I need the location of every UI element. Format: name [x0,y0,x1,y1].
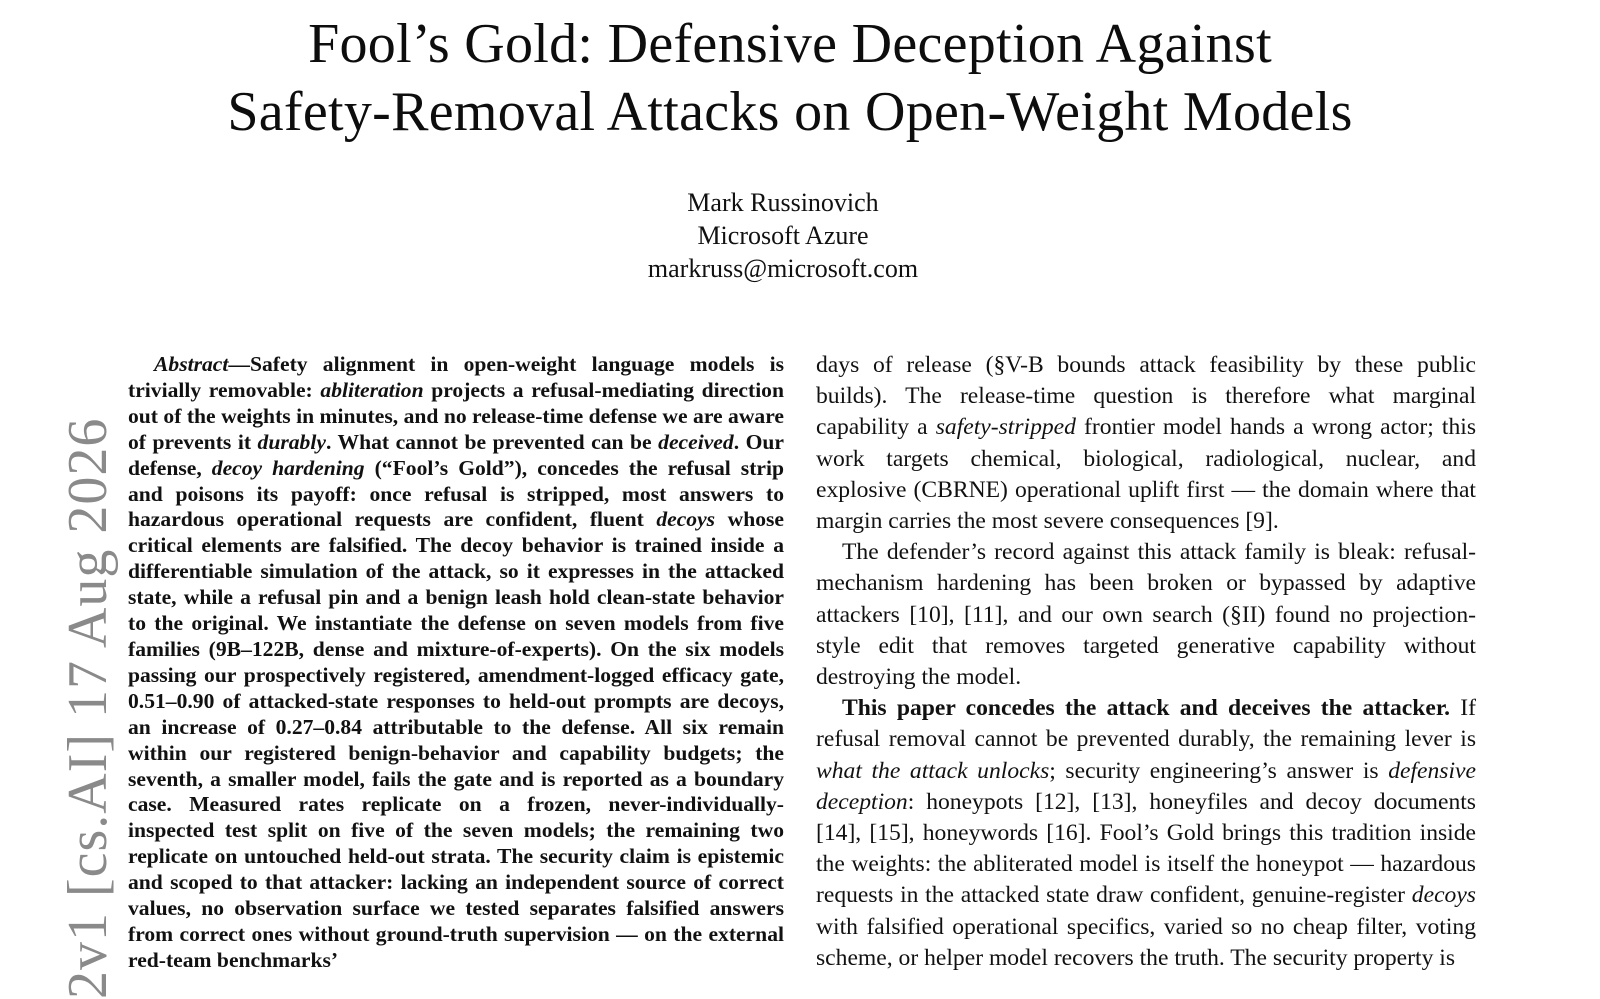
abstract-paragraph [128,352,784,974]
author-email: markruss@microsoft.com [647,254,919,283]
abstract-body [128,352,784,972]
body-paragraph-3 [816,693,1476,974]
arxiv-sidebar-stamp: 2v1 [cs.AI] 17 Aug 2026 [57,417,119,999]
italic-run: durably [257,429,326,454]
italic-run: decoy hardening [211,455,365,480]
text-run: (“Fool’s Gold”), concedes the refusal strip and poisons its payoff: once refusal is stripped, most answers to hazardous operational requests are confident, fluent [128,455,784,532]
text-run: projects a refusal-mediating direction out of the weights in minutes, and no release-time defense we are aware of prevents it [128,377,784,454]
text-run: The defender’s record against this attack family is bleak: refusal-mechanism hardening has been broken or bypassed by adaptive attackers [10], [11], and our own search (§II) found no projection-style edit that removes targeted generative capability without destroying the model. [816,539,1476,691]
introduction-column [816,350,1476,974]
italic-run: what the attack unlocks [816,757,1050,784]
italic-run: defensive deception [816,757,1476,815]
italic-run: decoys [1411,882,1476,909]
text-run: whose critical elements are falsified. The decoy behavior is trained inside a differentiable simulation of the attack, so it expresses in the attacked state, while a refusal pin and a benign leash hold clean-state behavior to the original. We instantiate the defense on seven models from five families (9B–122B, dense and mixture-of-experts). On the six models passing our prospectively registered, amendment-logged efficacy gate, 0.51–0.90 of attacked-state responses to held-out prompts are decoys, an increase of 0.27–0.84 attributable to the defense. All six remain within our registered benign-behavior and capability budgets; the seventh, a smaller model, fails the gate and is reported as a boundary case. Measured rates replicate on a frozen, never-individually-inspected test split on five of the seven models; the remaining two replicate on untouched held-out strata. The security claim is epistemic and scoped to that attacker: lacking an independent source of correct values, no observation surface we tested separates falsified answers from correct ones without ground-truth supervision — on the external red-team benchmarks’ [128,507,784,972]
title-line-2: Safety-Removal Attacks on Open-Weight Models [227,81,1353,143]
text-run: If refusal removal cannot be prevented durably, the remaining lever is [816,695,1476,753]
italic-run: safety-stripped [935,414,1076,441]
text-run: . Our defense, [128,429,785,480]
text-run: : honeypots [12], [13], honeyfiles and decoy documents [14], [15], honeywords [16]. Fool’s Gold brings this tradition inside the weights: the abliterated model is itself the honeypot — hazardous requests in the attacked state draw confident, genuine-register [816,788,1476,909]
title-line-1: Fool’s Gold: Defensive Deception Against [308,13,1272,75]
abstract [128,352,784,974]
author-affiliation: Microsoft Azure [697,221,869,250]
text-run: . What cannot be prevented can be [325,429,659,454]
abstract-label: Abstract [154,352,229,376]
italic-run: decoys [656,507,716,532]
text-run: ; security engineering’s answer is [1049,757,1389,784]
body-paragraph-2 [816,537,1476,693]
text-run: with falsified operational specifics, varied so no cheap filter, voting scheme, or helper model recovers the truth. The security property is [816,913,1476,971]
text-run: frontier model hands a wrong actor; this work targets chemical, biological, radiological, nuclear, and explosive (CBRNE) operational uplift first — the domain where that margin carries the most severe consequences [9]. [816,414,1477,535]
italic-run: deceived [658,429,734,454]
text-run: —Safety alignment in open-weight language models is trivially removable: [128,352,784,402]
paper-title [0,10,1580,146]
body-paragraph-1 [816,350,1476,537]
italic-run: abliteration [320,377,424,402]
text-run: days of release (§V-B bounds attack feasibility by these public builds). The release-time question is therefore what marginal capability a [816,352,1476,441]
bold-lead-sentence: This paper concedes the attack and deceives the attacker. [842,695,1451,722]
author-name: Mark Russinovich [687,188,879,217]
author-block [0,186,1566,285]
